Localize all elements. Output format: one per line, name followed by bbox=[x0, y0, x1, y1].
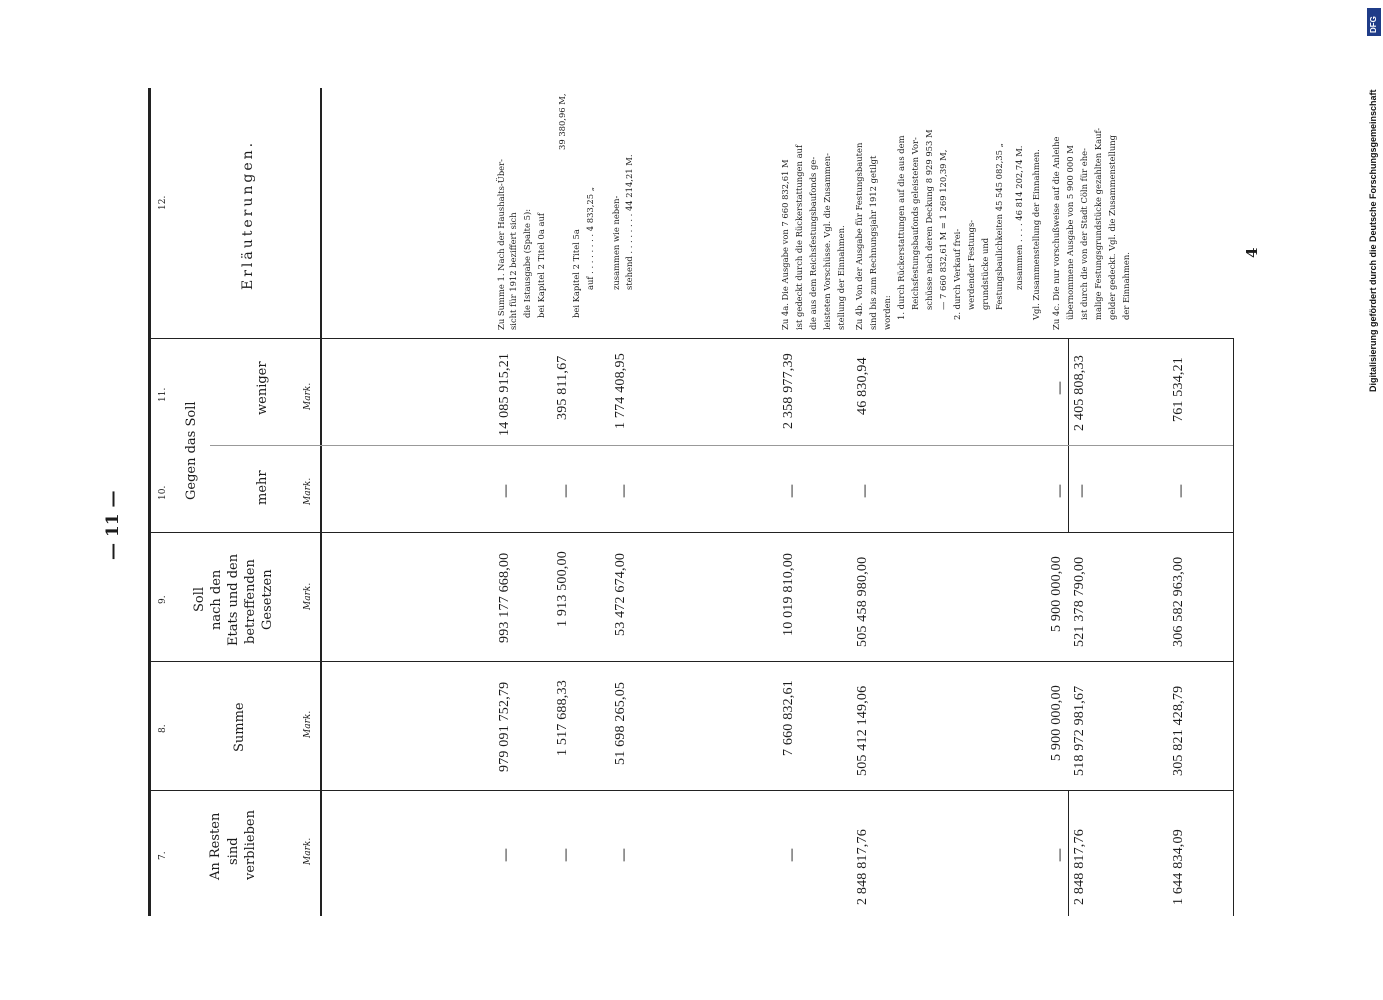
note3-line6: schüsse nach deren Deckung 8 929 953 M bbox=[924, 129, 934, 310]
col10-11-group-header: Gegen das Soll bbox=[184, 401, 199, 500]
r5-c11: 46 830,94 bbox=[855, 357, 870, 415]
note4-line4: malige Festungsgrundstücke gezahlten Kauf- bbox=[1093, 127, 1103, 320]
note2-line2: ist gedeckt durch die Rückerstattungen auf bbox=[794, 144, 804, 330]
col-num-rule bbox=[148, 338, 172, 339]
note1-line2: sicht für 1912 beziffert sich bbox=[508, 212, 518, 330]
col-number-11: 11. bbox=[158, 387, 168, 402]
r4-c8: 7 660 832,61 bbox=[781, 680, 796, 756]
note2-line1: Zu 4a. Die Ausgabe von 7 660 832,61 M bbox=[780, 159, 790, 330]
r7-c8: 518 972 981,67 bbox=[1072, 685, 1087, 776]
r5-c7: 2 848 817,76 bbox=[855, 829, 870, 905]
total-rule bbox=[1068, 790, 1069, 916]
col11-unit: Mark. bbox=[303, 382, 313, 410]
note1-line3: die Istausgabe (Spalte 5): bbox=[522, 208, 532, 318]
col7-header-line1: An Resten bbox=[208, 812, 223, 880]
r5-c10: — bbox=[857, 484, 873, 498]
note4-line2: übernommene Ausgabe von 5 900 000 M bbox=[1065, 145, 1075, 320]
note1-line4: bei Kapitel 2 Titel 0a auf bbox=[536, 213, 546, 318]
note1-line8: zusammen wie neben- bbox=[611, 195, 621, 290]
total-rule-right bbox=[1068, 338, 1069, 532]
r1-c7: — bbox=[498, 848, 514, 862]
note2-line4: leisteten Vorschüsse. Vgl. die Zusammen- bbox=[822, 153, 832, 330]
r6-c11: — bbox=[1052, 381, 1068, 395]
note1-line9: stehend . . . . . . . . 44 214,21 M. bbox=[624, 154, 634, 290]
col-number-7: 7. bbox=[158, 851, 168, 860]
r3-c11: 1 774 408,95 bbox=[613, 353, 628, 429]
attribution-text: Digitalisierung gefördert durch die Deutsche Forschungsgemeinschaft bbox=[1368, 89, 1378, 392]
r1-c11: 14 085 915,21 bbox=[497, 352, 512, 436]
col9-header-line4: betreffenden bbox=[243, 559, 258, 644]
group-header-rule bbox=[185, 532, 210, 533]
col-divider-11-12 bbox=[148, 338, 1233, 339]
col-number-10: 10. bbox=[158, 485, 168, 500]
r4-c10: — bbox=[784, 484, 800, 498]
r2-c11: 395 811,67 bbox=[555, 355, 570, 420]
r2-c8: 1 517 688,33 bbox=[555, 680, 570, 756]
note3-line8: 2. durch Verkauf frei- bbox=[952, 228, 962, 320]
dfg-logo-text: DFG bbox=[1369, 16, 1378, 33]
r3-c8: 51 698 265,05 bbox=[613, 681, 628, 765]
r3-c9: 53 472 674,00 bbox=[613, 552, 628, 636]
note4-line6: der Einnahmen. bbox=[1121, 252, 1131, 320]
page-number: — 11 — bbox=[103, 490, 123, 560]
r6-c9: 5 900 000,00 bbox=[1049, 556, 1064, 632]
r8-c7: 1 644 834,09 bbox=[1171, 829, 1186, 905]
r4-c9: 10 019 810,00 bbox=[781, 552, 796, 636]
r3-c7: — bbox=[616, 848, 632, 862]
col9-header-line2: nach den bbox=[209, 569, 224, 630]
note3-line13: Vgl. Zusammenstellung der Einnahmen. bbox=[1031, 149, 1041, 320]
note3-line5: Reichsfestungsbaufonds geleisteten Vor- bbox=[910, 137, 920, 310]
r2-c7: — bbox=[558, 848, 574, 862]
col-divider-9-10 bbox=[148, 532, 1233, 533]
r7-c7: 2 848 817,76 bbox=[1072, 829, 1087, 905]
col12-header: Erläuterungen. bbox=[240, 139, 256, 290]
r4-c11: 2 358 977,39 bbox=[781, 353, 796, 429]
col10-unit: Mark. bbox=[303, 477, 313, 505]
col9-unit: Mark. bbox=[303, 582, 313, 610]
r6-c8: 5 900 000,00 bbox=[1049, 685, 1064, 761]
header-bottom-rule bbox=[320, 88, 322, 916]
r3-c10: — bbox=[616, 484, 632, 498]
note1-line1: Zu Summe 1. Nach der Haushalts-Über- bbox=[496, 159, 506, 330]
col8-unit: Mark. bbox=[303, 710, 313, 738]
r4-c7: — bbox=[784, 848, 800, 862]
r5-c8: 505 412 149,06 bbox=[855, 685, 870, 776]
r7-c9: 521 378 790,00 bbox=[1072, 556, 1087, 647]
r7-c10: — bbox=[1074, 484, 1090, 498]
note4-line3: ist durch die von der Stadt Cöln für ehe- bbox=[1079, 148, 1089, 320]
r1-c10: — bbox=[498, 484, 514, 498]
r8-c8: 305 821 428,79 bbox=[1171, 685, 1186, 776]
note3-line4: 1. durch Rückerstattungen auf die aus dem bbox=[896, 135, 906, 320]
r1-c8: 979 091 752,79 bbox=[497, 681, 512, 772]
col-number-8: 8. bbox=[158, 724, 168, 733]
col9-header-line3: Etats und den bbox=[226, 553, 241, 646]
col7-header-line2: sind bbox=[226, 837, 241, 865]
note3-line12: zusammen . . . . 46 814 202,74 M. bbox=[1014, 145, 1024, 290]
r6-c7: — bbox=[1052, 848, 1068, 862]
r6-c10: — bbox=[1052, 484, 1068, 498]
r2-c9: 1 913 500,00 bbox=[555, 551, 570, 627]
note3-line9: werdender Festungs- bbox=[966, 219, 976, 310]
sheet-mark: 4 bbox=[1243, 247, 1261, 258]
table-bottom-rule bbox=[1233, 338, 1234, 916]
col7-header-line3: verblieben bbox=[243, 810, 258, 880]
col-divider-10-11 bbox=[210, 445, 1233, 446]
note3-line2: sind bis zum Rechnungsjahr 1912 getilgt bbox=[868, 155, 878, 330]
col-divider-7-8 bbox=[148, 790, 1233, 791]
r1-c9: 993 177 668,00 bbox=[497, 552, 512, 643]
col9-header-line1: Soll bbox=[192, 586, 207, 612]
note4-line5: gelder gedeckt. Vgl. die Zusammenstellung bbox=[1107, 134, 1117, 320]
col10-header: mehr bbox=[255, 470, 270, 505]
r5-c9: 505 458 980,00 bbox=[855, 556, 870, 647]
col9-header-line5: Gesetzen bbox=[260, 569, 275, 630]
note2-line5: stellung der Einnahmen. bbox=[836, 225, 846, 330]
table-top-rule bbox=[148, 88, 151, 916]
note3-line3: worden: bbox=[882, 295, 892, 330]
note1-line6: bei Kapitel 2 Titel 5a bbox=[571, 229, 581, 318]
note1-line7: auf . . . . . . . . 4 833,25 „ bbox=[585, 186, 595, 290]
col-number-12: 12. bbox=[158, 195, 168, 210]
note2-line3: die aus dem Reichsfestungsbaufonds ge- bbox=[808, 156, 818, 330]
note3-line10: grundstücke und bbox=[980, 237, 990, 310]
r8-c11: 761 534,21 bbox=[1171, 357, 1186, 422]
col7-unit: Mark. bbox=[303, 837, 313, 865]
r7-c11: 2 405 808,33 bbox=[1072, 355, 1087, 431]
col-divider-8-9 bbox=[148, 661, 1233, 662]
col11-header: weniger bbox=[255, 361, 270, 415]
r2-c10: — bbox=[558, 484, 574, 498]
r8-c9: 306 582 963,00 bbox=[1171, 556, 1186, 647]
col-number-9: 9. bbox=[158, 595, 168, 604]
note3-line11: Festungsbaulichkeiten 45 545 082,35 „ bbox=[994, 143, 1004, 310]
note3-line1: Zu 4b. Von der Ausgabe für Festungsbauten bbox=[854, 142, 864, 330]
r8-c10: — bbox=[1173, 484, 1189, 498]
note1-line5: 39 380,96 M, bbox=[557, 93, 567, 150]
note3-line7: — 7 660 832,61 M = 1 269 120,39 M, bbox=[938, 149, 948, 310]
col8-header-line1: Summe bbox=[232, 702, 247, 752]
note4-line1: Zu 4c. Die nur vorschußweise auf die Anleihe bbox=[1051, 136, 1061, 330]
